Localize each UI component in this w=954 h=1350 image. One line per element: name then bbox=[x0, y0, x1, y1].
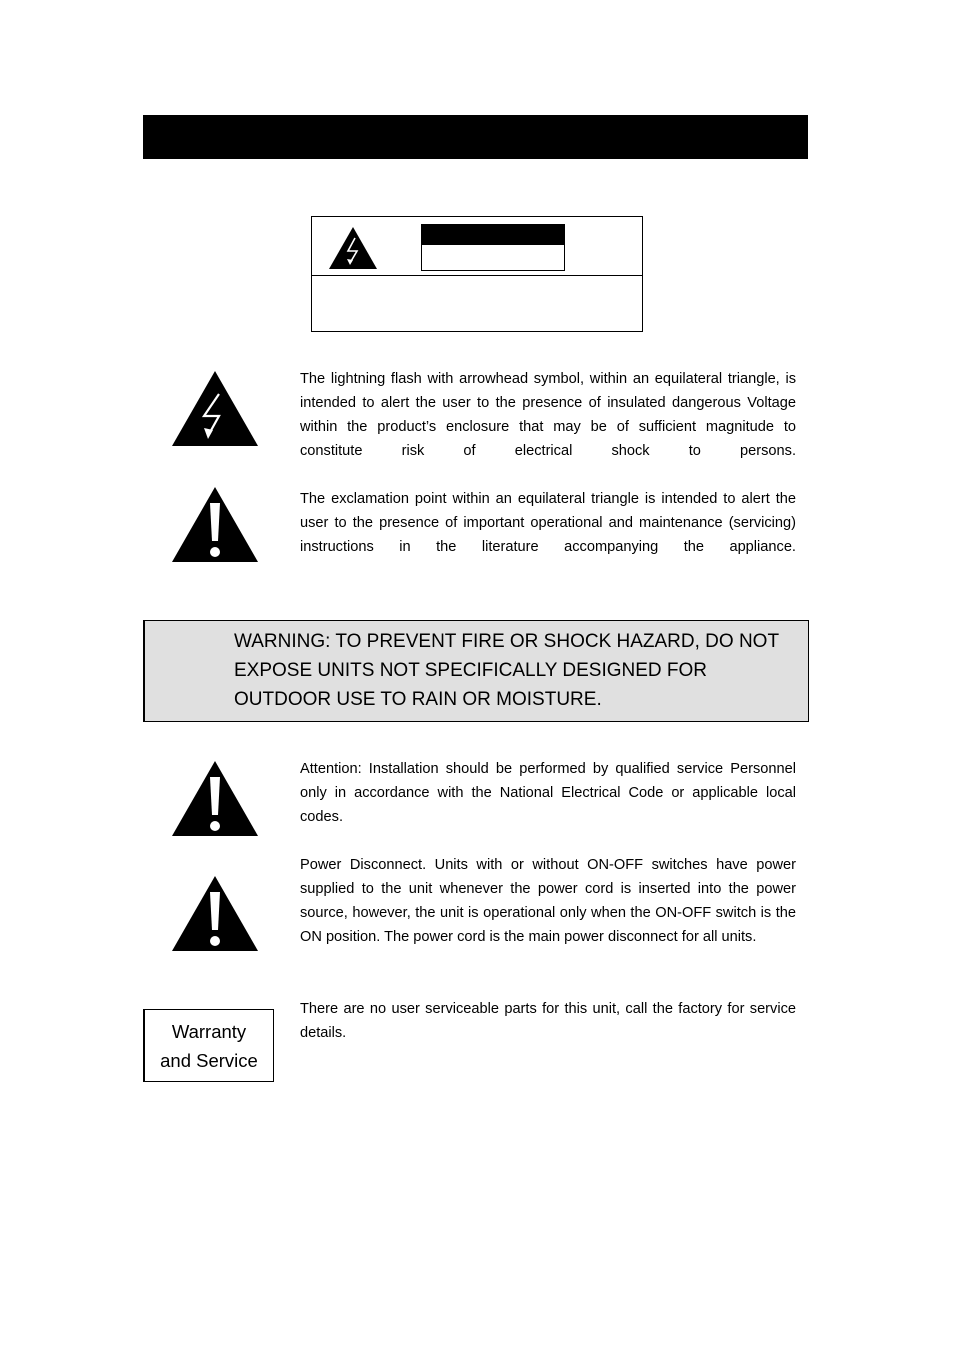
exclamation-warning-icon bbox=[171, 875, 259, 952]
exclamation-warning-icon bbox=[171, 486, 259, 563]
power-disconnect-paragraph: Power Disconnect. Units with or without ON-OFF switches have power supplied to the unit whenever the power cord is inserted into the power source, however, the unit is operational only when the ON-OFF switch is the ON position. The power cord is the main power disconnect for all units. bbox=[300, 857, 796, 945]
attention-paragraph: Attention: Installation should be performed by qualified service Personnel only in accordance with the National Electrical Code or applicable local codes. bbox=[300, 761, 796, 825]
lightning-warning-icon bbox=[171, 370, 259, 447]
lightning-symbol-description: The lightning flash with arrowhead symbol, within an equilateral triangle, is intended to alert the user to the presence of insulated dangerous Voltage within the product’s enclosure that may be of sufficient magnitude to constitute risk of electrical shock to persons. bbox=[300, 371, 796, 459]
exclamation-warning-icon bbox=[171, 760, 259, 837]
warning-box bbox=[143, 620, 809, 722]
warranty-label-box: Warranty and Service bbox=[143, 1009, 274, 1082]
caution-label-box bbox=[311, 216, 643, 332]
exclamation-symbol-description: The exclamation point within an equilateral triangle is intended to alert the user to the presence of important operational and maintenance (servicing) instructions in the literature accompanying the appliance. bbox=[300, 491, 796, 555]
section-title-bar bbox=[143, 115, 808, 159]
caution-text-plate bbox=[421, 224, 565, 271]
lightning-warning-icon bbox=[328, 226, 378, 270]
warranty-paragraph: There are no user serviceable parts for this unit, call the factory for service details. bbox=[300, 1001, 796, 1041]
caution-label-header bbox=[312, 217, 642, 276]
warning-text: WARNING: TO PREVENT FIRE OR SHOCK HAZARD, DO NOT EXPOSE UNITS NOT SPECIFICALLY DESIGNED FOR OUTDOOR USE TO RAIN OR MOISTURE. bbox=[234, 631, 780, 710]
caution-text-band bbox=[422, 225, 564, 245]
